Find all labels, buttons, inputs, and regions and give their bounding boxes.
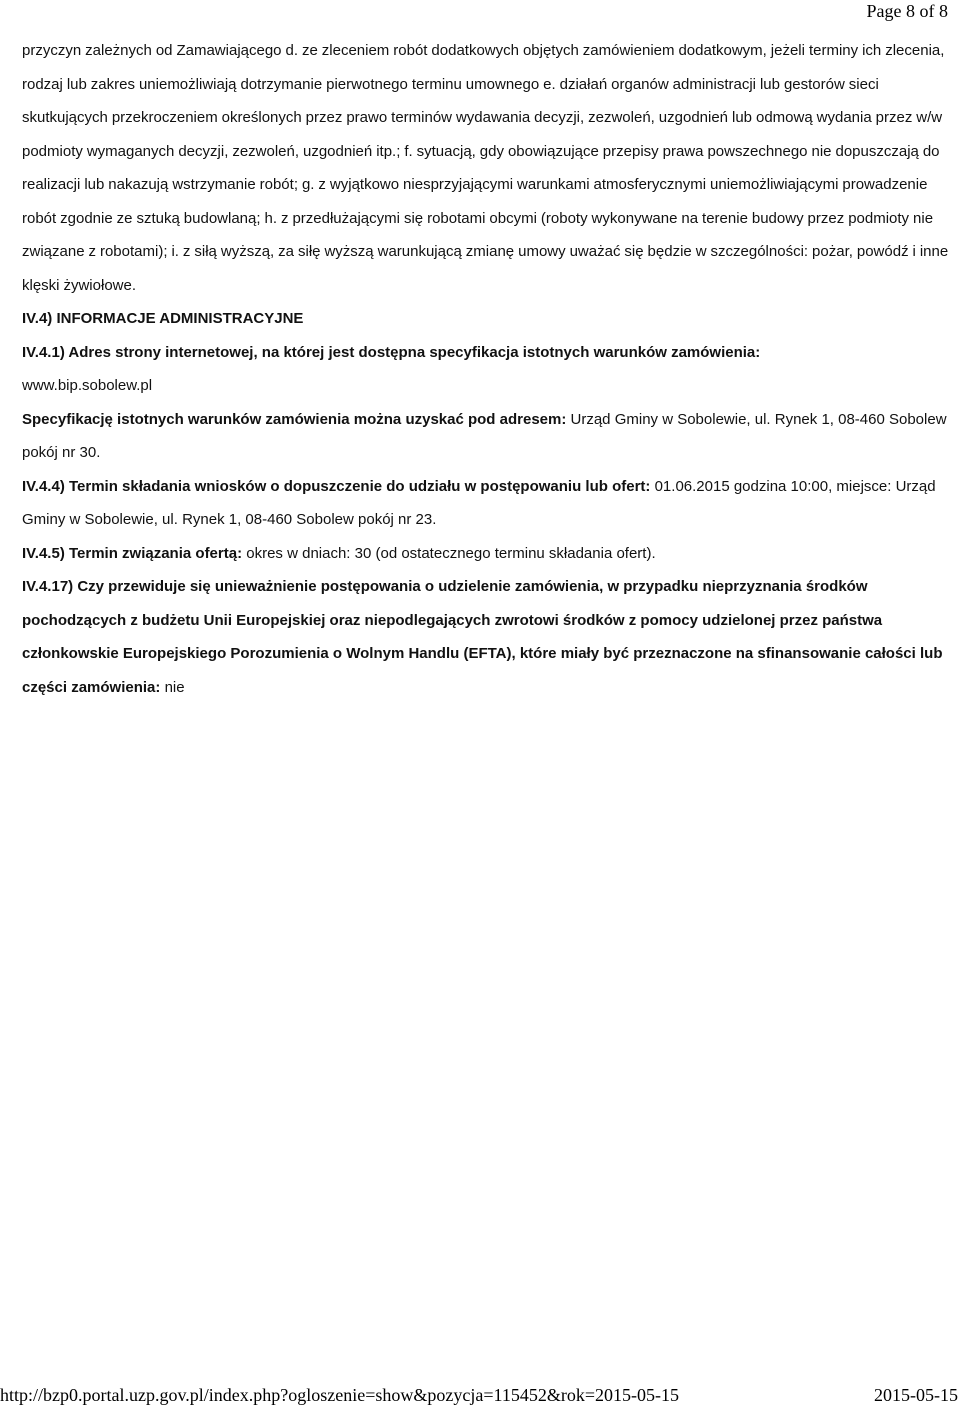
website-label: IV.4.1) Adres strony internetowej, na której jest dostępna specyfikacja istotnych warunków zamówienia: bbox=[22, 343, 761, 361]
offer-deadline-label: IV.4.4) Termin składania wniosków o dopuszczenie do udziału w postępowaniu lub ofert: bbox=[22, 477, 651, 495]
page-number: Page 8 of 8 bbox=[866, 1, 948, 21]
footer-date: 2015-05-15 bbox=[874, 1385, 958, 1405]
section-heading-administrative-info: IV.4) INFORMACJE ADMINISTRACYJNE bbox=[22, 310, 304, 327]
binding-period-field bbox=[22, 537, 960, 571]
footer-url[interactable]: http://bzp0.portal.uzp.gov.pl/index.php?ogloszenie=show&pozycja=115452&rok=2015-05-15 bbox=[0, 1385, 679, 1405]
website-value[interactable]: www.bip.sobolew.pl bbox=[22, 377, 153, 394]
binding-period-value: okres w dniach: 30 (od ostatecznego terminu składania ofert). bbox=[246, 544, 656, 562]
eu-funds-label: IV.4.17) Czy przewiduje się unieważnienie postępowania o udzielenie zamówienia, w przypadku nieprzyznania środków pochodzących z budżetu Unii Europejskiej oraz niepodlegających zwrotowi środków z pomocy udzielonej przez państwa członkowskie Europejskiego Porozumienia o Wolnym Handlu (EFTA), które miały być przeznaczone na sfinansowanie całości lub części zamówienia: bbox=[22, 578, 943, 696]
eu-funds-value: nie bbox=[164, 678, 185, 696]
binding-period-label: IV.4.5) Termin związania ofertą: bbox=[22, 544, 243, 562]
spec-address-field bbox=[22, 403, 960, 470]
offer-deadline-field bbox=[22, 470, 960, 537]
offer-deadline-value: 01.06.2015 godzina 10:00, miejsce: Urząd Gminy w Sobolewie, ul. Rynek 1, 08-460 Sobolew pokój nr 23. bbox=[22, 477, 936, 528]
spec-address-label: Specyfikację istotnych warunków zamówienia można uzyskać pod adresem: bbox=[22, 410, 567, 428]
eu-funds-field bbox=[22, 570, 960, 704]
document-body bbox=[22, 34, 960, 704]
intro-paragraph: przyczyn zależnych od Zamawiającego d. ze zleceniem robót dodatkowych objętych zamówieniem dodatkowym, jeżeli terminy ich zlecenia, rodzaj lub zakres uniemożliwiają dotrzymanie pierwotnego terminu umownego e. działań organów administracji lub gestorów sieci skutkujących przekroczeniem określonych przez prawo terminów wydawania decyzji, zezwoleń, uzgodnień lub odmową wydania przez w/w podmioty wymaganych decyzji, zezwoleń, uzgodnień itp.; f. sytuacją, gdy obowiązujące przepisy prawa powszechnego nie dopuszczają do realizacji lub nakazują wstrzymanie robót; g. z wyjątkowo niesprzyjającymi warunkami atmosferycznymi uniemożliwiającymi prowadzenie robót zgodnie ze sztuką budowlaną; h. z przedłużającymi się robotami obcymi (roboty wykonywane na terenie budowy przez podmioty nie związane z robotami); i. z siłą wyższą, za siłę wyższą warunkującą zmianę umowy uważać się będzie w szczególności: pożar, powódź i inne klęski żywiołowe. bbox=[22, 42, 949, 294]
spec-address-value: Urząd Gminy w Sobolewie, ul. Rynek 1, 08-460 Sobolew pokój nr 30. bbox=[22, 410, 947, 461]
